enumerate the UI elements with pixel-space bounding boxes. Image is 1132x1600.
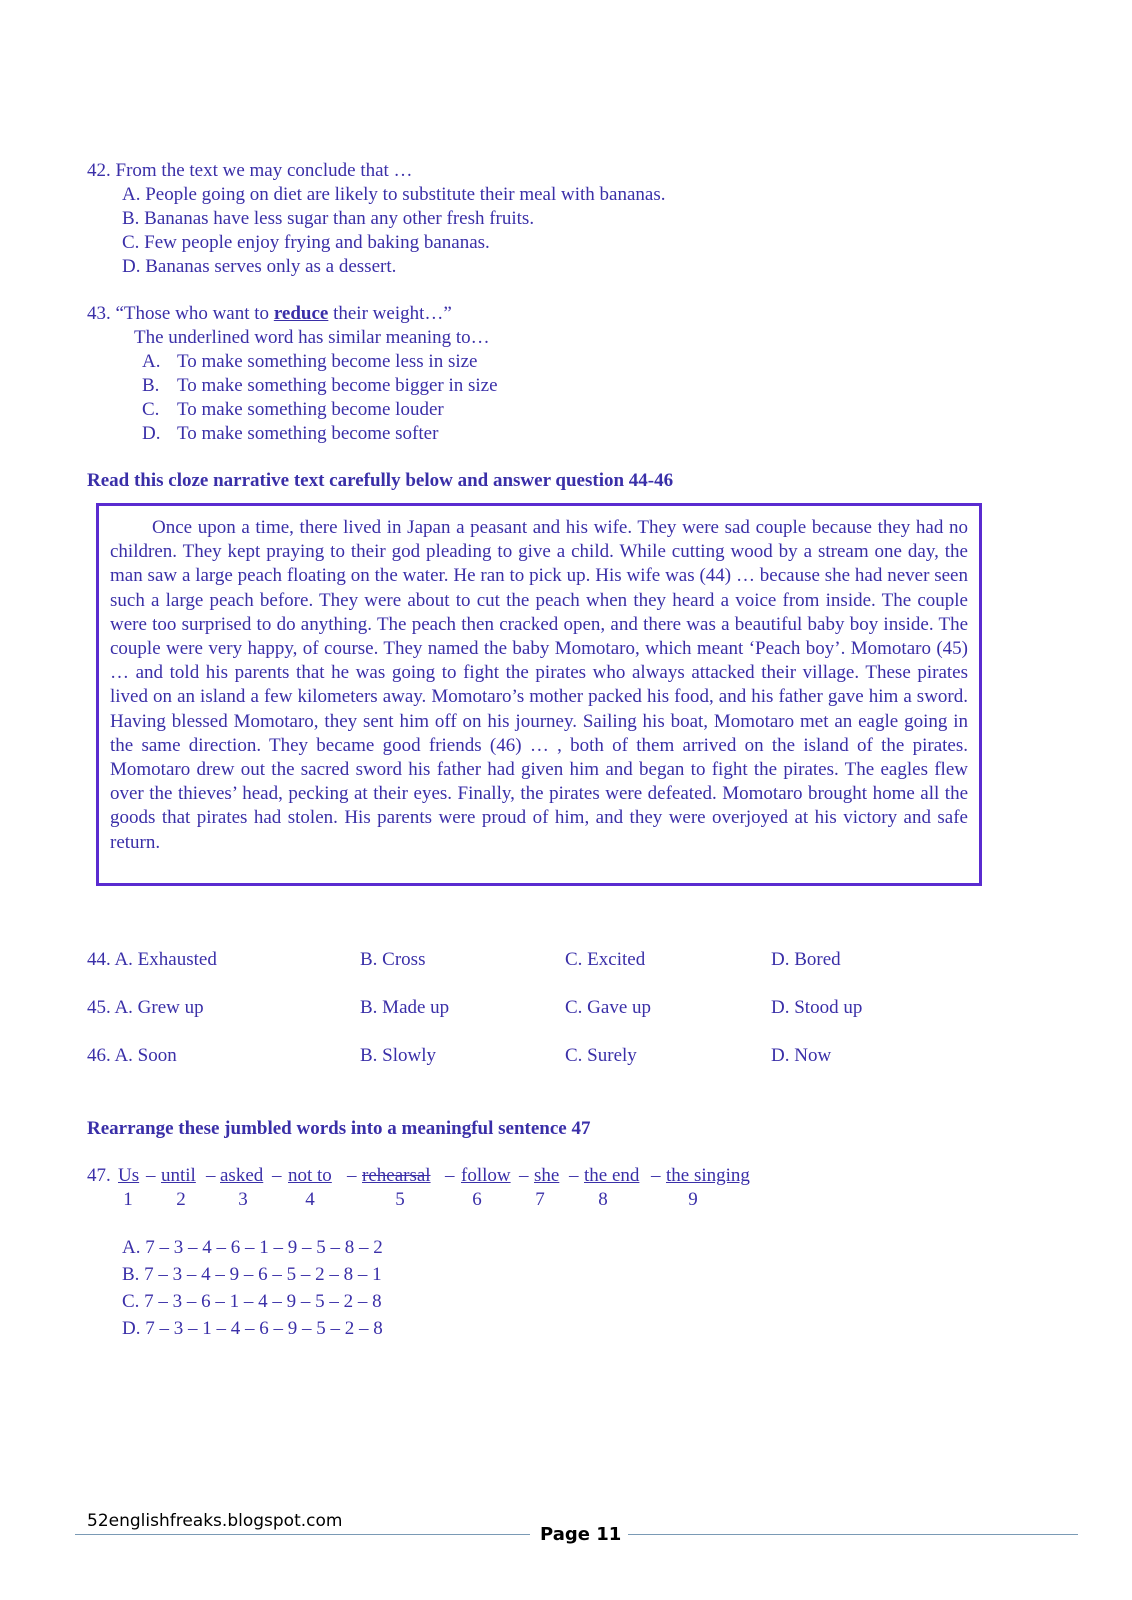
q45-option-d: D. Stood up: [771, 997, 863, 1018]
q47-sep: –: [206, 1165, 216, 1186]
q47-number-4: 4: [305, 1189, 315, 1210]
q47-word-8: the end: [584, 1165, 640, 1186]
q47-prefix: 47.: [87, 1165, 111, 1186]
q47-number-8: 8: [598, 1189, 608, 1210]
q47-word-1: Us: [118, 1165, 140, 1186]
q45-option-a: 45. A. Grew up: [87, 997, 204, 1018]
q47-number-2: 2: [176, 1189, 186, 1210]
q47-number-5: 5: [395, 1189, 405, 1210]
q47-number-3: 3: [238, 1189, 248, 1210]
footer-site: 52englishfreaks.blogspot.com: [87, 1511, 343, 1531]
q47-word-7: she: [534, 1165, 560, 1186]
q47-number-1: 1: [123, 1189, 133, 1210]
footer-page-number: Page 11: [540, 1524, 622, 1545]
q47-number-7: 7: [535, 1189, 545, 1210]
q43-option-b-letter: B.: [142, 375, 160, 396]
question-45-row: [87, 997, 987, 1023]
q47-sep: –: [651, 1165, 661, 1186]
q47-word-5: rehearsal: [362, 1165, 431, 1186]
q43-option-a-text: To make something become less in size: [177, 351, 478, 372]
question-46-row: [87, 1045, 987, 1071]
q47-word-6: follow: [461, 1165, 511, 1186]
q43-stem-after: their weight…”: [328, 303, 452, 324]
q47-sep: –: [519, 1165, 529, 1186]
q46-option-a: 46. A. Soon: [87, 1045, 177, 1066]
q46-option-b: B. Slowly: [360, 1045, 437, 1066]
q45-option-b: B. Made up: [360, 997, 450, 1018]
q47-sep: –: [569, 1165, 579, 1186]
q47-option-b: B. 7 – 3 – 4 – 9 – 6 – 5 – 2 – 8 – 1: [122, 1264, 382, 1285]
q47-sep: –: [347, 1165, 357, 1186]
jumbled-heading: Rearrange these jumbled words into a meaningful sentence 47: [87, 1118, 591, 1139]
q44-option-b: B. Cross: [360, 949, 426, 970]
q43-option-c-letter: C.: [142, 399, 160, 420]
q43-subquestion: The underlined word has similar meaning to…: [134, 327, 490, 348]
cloze-heading: Read this cloze narrative text carefully below and answer question 44-46: [87, 470, 674, 491]
q44-option-c: C. Excited: [565, 949, 646, 970]
footer-rule-right: [628, 1534, 1078, 1535]
footer-rule-left: [75, 1534, 530, 1535]
q45-option-c: C. Gave up: [565, 997, 652, 1018]
q47-sep: –: [272, 1165, 282, 1186]
q42-option-b: B. Bananas have less sugar than any other fresh fruits.: [122, 208, 535, 229]
q43-option-c-text: To make something become louder: [177, 399, 444, 420]
q47-number-9: 9: [688, 1189, 698, 1210]
q47-word-4: not to: [288, 1165, 332, 1186]
passage-text: Once upon a time, there lived in Japan a peasant and his wife. They were sad couple because they had no children. They kept praying to their god pleading to give a child. While cutting wood by a stream one day, the man saw a large peach floating on the water. He ran to pick up. His wife was (44) … because she had never seen such a large peach before. They were about to cut the peach when they heard a voice from inside. The couple were too surprised to do anything. The peach then cracked open, and there was a beautiful baby boy inside. The couple were very happy, of course. They named the baby Momotaro, which meant ‘Peach boy’. Momotaro (45) … and told his parents that he was going to fight the pirates who always attacked their village. These pirates lived on an island a few kilometers away. Momotaro’s mother packed his food, and his father gave him a sword. Having blessed Momotaro, they sent him off on his journey. Sailing his boat, Momotaro met an eagle going in the same direction. They became good friends (46) … , both of them arrived on the island of the pirates. Momotaro drew out the sacred sword his father had given him and began to fight the pirates. The eagles flew over the thieves’ head, pecking at their eyes. Finally, the pirates were defeated. Momotaro brought home all the goods that pirates had stolen. His parents were proud of him, and they were overjoyed at his victory and safe return.: [110, 517, 968, 853]
q47-option-d: D. 7 – 3 – 1 – 4 – 6 – 9 – 5 – 2 – 8: [122, 1318, 383, 1339]
q43-option-b-text: To make something become bigger in size: [177, 375, 498, 396]
cloze-passage: [110, 516, 968, 855]
q46-option-d: D. Now: [771, 1045, 832, 1066]
q47-sep: –: [445, 1165, 455, 1186]
q43-underlined-word: reduce: [273, 303, 329, 324]
q44-option-a: 44. A. Exhausted: [87, 949, 217, 970]
q43-stem-before: 43. “Those who want to: [87, 303, 274, 324]
q46-option-c: C. Surely: [565, 1045, 637, 1066]
q43-option-d-letter: D.: [142, 423, 161, 444]
q42-option-a: A. People going on diet are likely to substitute their meal with bananas.: [122, 184, 666, 205]
q42-option-c: C. Few people enjoy frying and baking bananas.: [122, 232, 490, 253]
q47-option-c: C. 7 – 3 – 6 – 1 – 4 – 9 – 5 – 2 – 8: [122, 1291, 382, 1312]
question-44-row: [87, 949, 987, 975]
q47-option-a: A. 7 – 3 – 4 – 6 – 1 – 9 – 5 – 8 – 2: [122, 1237, 383, 1258]
question-43-stem: [87, 303, 452, 325]
q42-option-d: D. Bananas serves only as a dessert.: [122, 256, 397, 277]
q43-option-a-letter: A.: [142, 351, 161, 372]
q47-word-2: until: [161, 1165, 196, 1186]
question-42-stem: 42. From the text we may conclude that …: [87, 160, 413, 181]
q44-option-d: D. Bored: [771, 949, 841, 970]
q47-word-3: asked: [220, 1165, 264, 1186]
q47-sep: –: [146, 1165, 156, 1186]
q47-word-9: the singing: [666, 1165, 750, 1186]
q47-number-6: 6: [472, 1189, 482, 1210]
q43-option-d-text: To make something become softer: [177, 423, 439, 444]
